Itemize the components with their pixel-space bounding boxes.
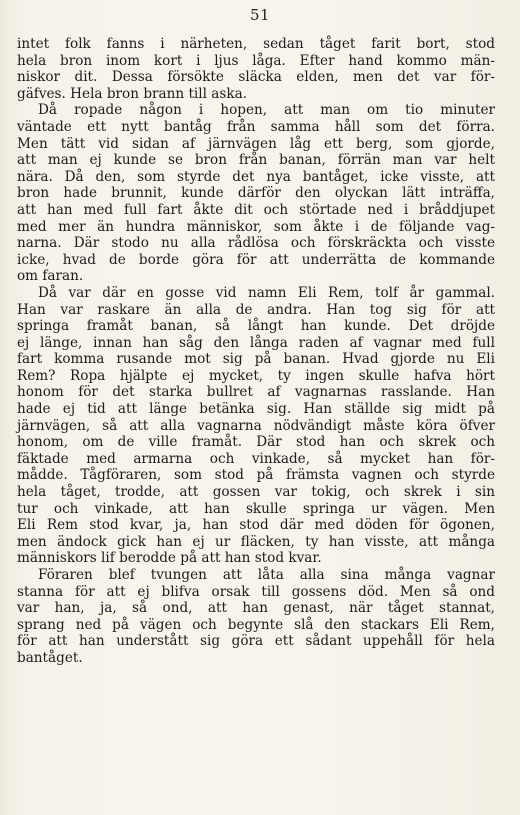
text-line: hade ej tid att länge betänka sig. Han ställde sig midt på: [17, 401, 495, 418]
text-line: fart komma rusande mot sig på banan. Hvad gjorde nu Eli: [17, 351, 495, 368]
text-line: niskor dit. Dessa försökte släcka elden, men det var för-: [17, 69, 495, 86]
text-line: Föraren blef tvungen att låta alla sina många vagnar: [38, 567, 495, 583]
text-line: ej länge, innan han såg den långa raden af vagnar med full: [17, 334, 495, 351]
text-line: icke, hvad de borde göra för att underrätta de kommande: [17, 251, 495, 268]
text-line: hela bron inom kort i ljus låga. Efter hand kommo män-: [17, 52, 495, 69]
text-line: väntade ett nytt bantåg från samma håll som det förra.: [17, 118, 495, 135]
text-line: stanna för att ej blifva orsak till gossens död. Men så ond: [17, 583, 495, 600]
text-line: honom för det starka bullret af vagnarnas rasslande. Han: [17, 384, 495, 401]
text-line: att man ej kunde se bron från banan, förrän man var helt: [17, 152, 495, 169]
text-line: gäfves. Hela bron brann till aska.: [17, 85, 248, 102]
text-line: hela tåget, trodde, att gossen var tokig, och skrek i sin: [17, 484, 495, 501]
text-line: för att han understått sig göra ett sådant uppehåll för hela: [17, 633, 495, 650]
text-line: narna. Där stodo nu alla rådlösa och förskräckta och visste: [17, 235, 495, 252]
text-line: Då var där en gosse vid namn Eli Rem, tolf år gammal.: [38, 284, 495, 301]
text-line: Då ropade någon i hopen, att man om tio minuter: [38, 102, 495, 119]
page-number: 51: [249, 6, 271, 24]
text-line: Men tätt vid sidan af järnvägen låg ett berg, som gjorde,: [17, 135, 495, 152]
text-line: järnvägen, så att alla vagnarna nödvändigt måste köra öfver: [17, 417, 495, 434]
text-line: om faran.: [17, 268, 84, 285]
text-line: bantåget.: [17, 649, 83, 666]
text-line: Rem? Ropa hjälpte ej mycket, ty ingen skulle hafva hört: [17, 367, 495, 384]
text-line: sprang ned på vägen och begynte slå den stackars Eli Rem,: [17, 616, 495, 633]
text-line: människors lif berodde på att han stod kvar.: [17, 550, 322, 567]
text-line: springa framåt banan, så långt han kunde. Det dröjde: [17, 318, 495, 335]
text-line: tur och vinkade, att han skulle springa ur vägen. Men: [17, 500, 495, 517]
text-line: var han, ja, så ond, att han genast, när tåget stannat,: [17, 600, 495, 617]
text-line: men ändock gick han ej ur fläcken, ty han visste, att många: [17, 533, 495, 550]
body-text: [17, 36, 495, 667]
text-line: intet folk fanns i närheten, sedan tåget farit bort, stod: [17, 36, 495, 52]
text-line: honom, om de ville framåt. Där stod han och skrek och: [17, 434, 495, 451]
text-line: att han med full fart åkte dit och störtade ned i bråddjupet: [17, 201, 495, 218]
text-line: fäktade med armarna och vinkade, så mycket han för-: [17, 450, 495, 467]
text-line: med mer än hundra människor, som åkte i de följande vag-: [17, 218, 495, 235]
text-line: mådde. Tågföraren, som stod på främsta vagnen och styrde: [17, 467, 495, 484]
text-line: nära. Då den, som styrde det nya bantåget, icke visste, att: [17, 168, 495, 185]
text-line: bron hade brunnit, kunde därför den olyckan lätt inträffa,: [17, 185, 495, 202]
text-line: Eli Rem stod kvar, ja, han stod där med döden för ögonen,: [17, 517, 495, 534]
text-line: Han var raskare än alla de andra. Han tog sig för att: [17, 301, 495, 318]
